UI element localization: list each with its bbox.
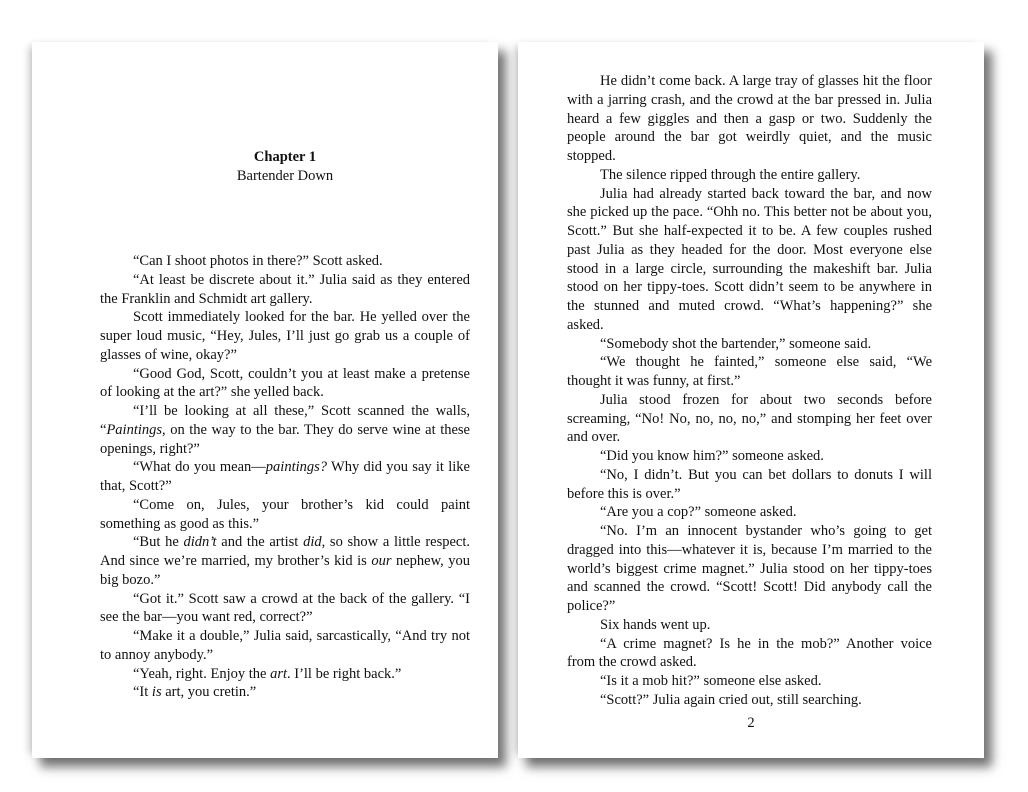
paragraph: [100, 365, 470, 403]
right-page: [518, 42, 984, 758]
text-run: nephew, you big bozo.”: [100, 553, 470, 588]
paragraph: [567, 166, 932, 185]
paragraph: [100, 458, 470, 496]
paragraph: [567, 691, 932, 710]
left-page: [32, 42, 498, 758]
paragraph: [100, 627, 470, 665]
page-number: 2: [747, 715, 755, 731]
left-page-body: [100, 252, 470, 702]
text-run: Six hands went up.: [600, 616, 711, 633]
chapter-number: Chapter 1: [253, 149, 317, 165]
text-run: “Is it a mob hit?” someone else asked.: [600, 673, 822, 689]
text-run: art, you cretin.”: [161, 684, 257, 701]
paragraph: [567, 672, 932, 691]
paragraph: [567, 503, 932, 522]
text-run: Julia had already started back toward the bar, and now she picked up the pace. “Ohh no. This better not be about you, Scott.” But she half-expected it to be. A few couples rushed past Julia as they headed for the door. Most everyone else stood in a large circle, surrounding the makeshift bar. Julia stood on her tippy-toes. Scott didn’t seem to be anywhere in the stunned and muted crowd. “What’s happening?” she asked.: [567, 185, 932, 333]
text-run: “A crime magnet? Is he in the mob?” Another voice from the crowd asked.: [567, 635, 932, 671]
paragraph: [100, 252, 470, 271]
italic-text: our: [371, 553, 392, 569]
text-run: “Yeah, right. Enjoy the: [133, 665, 271, 682]
paragraph: [100, 590, 470, 628]
text-run: Why did you say it like that, Scott?”: [100, 459, 470, 494]
text-run: , so show a little respect. And since we’re married, my brother’s kid is: [100, 534, 470, 569]
text-run: “We thought he fainted,” someone else said, “We thought it was funny, at first.”: [567, 354, 932, 389]
italic-text: didn’t: [183, 534, 217, 551]
paragraph: [567, 616, 932, 635]
text-run: “But he: [133, 534, 184, 551]
right-page-body: [567, 72, 932, 710]
paragraph: [100, 665, 470, 684]
text-run: “Come on, Jules, your brother’s kid could paint something as good as this.”: [100, 496, 470, 532]
paragraph: [567, 391, 932, 447]
paragraph: [567, 466, 932, 504]
text-run: . I’ll be right back.”: [287, 665, 402, 682]
text-run: “Make it a double,” Julia said, sarcastically, “And try not to annoy anybody.”: [100, 628, 470, 663]
text-run: Julia stood frozen for about two seconds before screaming, “No! No, no, no, no,” and stomping her feet over and over.: [567, 391, 932, 446]
text-run: “I’ll be looking at all these,” Scott scanned the walls, “: [100, 403, 470, 438]
chapter-title: Bartender Down: [236, 168, 334, 184]
text-run: “Did you know him?” someone asked.: [600, 448, 824, 464]
text-run: “What do you mean—: [133, 459, 266, 476]
chapter-heading: [100, 148, 470, 186]
text-run: He didn’t come back. A large tray of glasses hit the floor with a jarring crash, and the crowd at the bar pressed in. Julia heard a few giggles and then a gasp or two. Suddenly the people around the bar got weirdly quiet, and the music stopped.: [567, 73, 932, 164]
paragraph: [567, 635, 932, 673]
paragraph: [567, 522, 932, 616]
paragraph: [567, 72, 932, 166]
paragraph: [567, 447, 932, 466]
italic-text: did: [303, 534, 322, 551]
paragraph: [100, 496, 470, 534]
text-run: “Scott?” Julia again cried out, still searching.: [600, 691, 862, 708]
italic-text: art: [270, 665, 287, 682]
paragraph: [100, 533, 470, 589]
paragraph: [100, 308, 470, 364]
text-run: “Are you a cop?” someone asked.: [600, 504, 797, 521]
text-run: “At least be discrete about it.” Julia said as they entered the Franklin and Schmidt art gallery.: [100, 271, 470, 307]
italic-text: Paintings: [106, 421, 163, 438]
text-run: and the artist: [216, 534, 304, 551]
text-run: “No, I didn’t. But you can bet dollars to donuts I will before this is over.”: [567, 466, 932, 502]
text-run: “Got it.” Scott saw a crowd at the back of the gallery. “I see the bar—you want red, correct?”: [100, 590, 470, 626]
text-run: “No. I’m an innocent bystander who’s going to get dragged into this—whatever it is, because I’m married to the world’s biggest crime magnet.” Julia stood on her tippy-toes and scanned the crowd. “Scott! Scott! Did anybody call the police?”: [567, 523, 932, 614]
text-run: “Good God, Scott, couldn’t you at least make a pretense of looking at the art?” she yelled back.: [100, 365, 470, 401]
text-run: “It: [133, 684, 152, 701]
italic-text: is: [151, 684, 162, 701]
paragraph: [567, 353, 932, 391]
paragraph: [100, 402, 470, 458]
paragraph: [100, 683, 470, 702]
text-run: , on the way to the bar. They do serve wine at these openings, right?”: [100, 421, 470, 457]
italic-text: paintings?: [265, 459, 328, 476]
paragraph: [567, 335, 932, 354]
text-run: Scott immediately looked for the bar. He yelled over the super loud music, “Hey, Jules, I’ll just go grab us a couple of glasses of wine, okay?”: [100, 309, 470, 363]
text-run: “Somebody shot the bartender,” someone said.: [600, 335, 872, 352]
text-run: “Can I shoot photos in there?” Scott asked.: [133, 253, 383, 269]
text-run: The silence ripped through the entire gallery.: [600, 166, 861, 183]
paragraph: [100, 271, 470, 309]
paragraph: [567, 185, 932, 335]
